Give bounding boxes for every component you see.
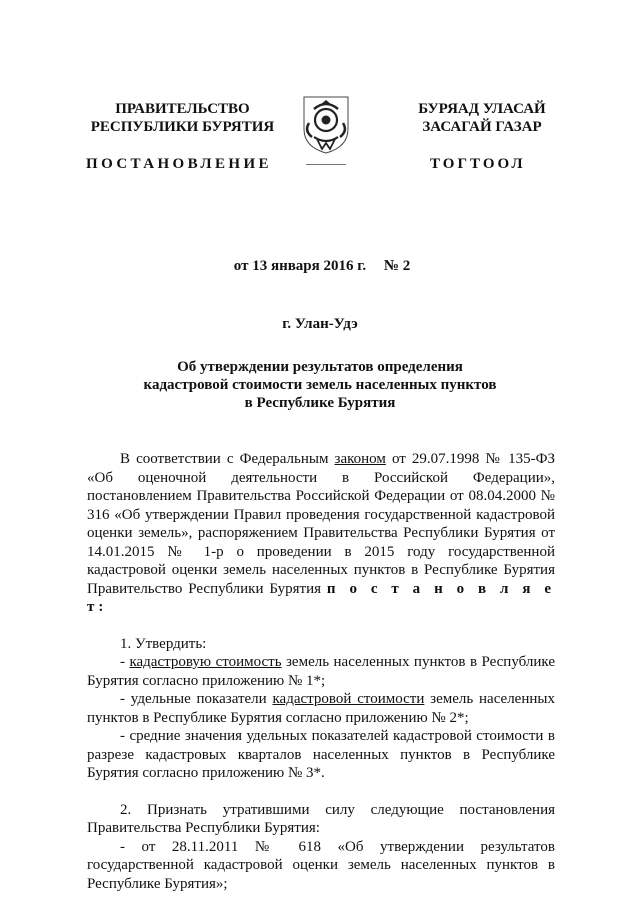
cadastral-value-link[interactable]: кадастровую стоимость [129,654,282,670]
item2-a: - от 28.11.2011 № 618 «Об утверждении результатов государственной кадастровой оценки земель населенных пунктов в Республике Бурятия»; [87,838,555,892]
document-subject [120,358,520,412]
item1-a-text: земель населенных пунктов в Республике Бурятия согласно приложению № 1*; [87,654,555,689]
buryatia-coat-of-arms-icon [300,93,352,155]
item1-b-text: земель населенных пунктов в Республике Бурятия согласно приложению № 2*; [87,691,555,726]
item1-b-prefix: - удельные показатели [120,691,273,707]
preamble-text-start: В соответствии с Федеральным [120,451,335,467]
law-link[interactable]: законом [334,451,386,467]
document-date: от 13 января 2016 г. [233,258,367,274]
item2-title: 2. Признать утратившими силу следующие постановления Правительства Республики Бурятия: [87,801,555,836]
document-number: № 2 [383,258,411,274]
document-date-line [0,258,640,275]
header-right-line1: БУРЯАД УЛАСАЙ [418,101,546,117]
item1-c: - средние значения удельных показателей кадастровой стоимости в разрезе кадастровых кварталов населенных пунктов в Республике Бурятия согласно приложению № 3*. [87,728,555,781]
decree-colon: : [98,599,108,615]
item1-title: 1. Утвердить: [120,635,207,652]
header-left-title [80,100,285,136]
header-right-line2: ЗАСАГАЙ ГАЗАР [422,119,542,135]
item1-a [87,653,555,690]
document-kind-bua: ТОГТООЛ [430,156,526,172]
header-left-line2: РЕСПУБЛИКИ БУРЯТИЯ [90,119,275,135]
document-city: г. Улан-Удэ [282,316,358,332]
header-left-line1: ПРАВИТЕЛЬСТВО [115,101,250,117]
preamble-text: от 29.07.1998 № 135-ФЗ «Об оценочной деятельности в Российской Федерации», постановлением Правительства Российской Федерации от 08.04.2000 № 316 «Об утверждении Правил проведения государственной кадастровой оценки земель», распоряжением Правительства Республики Бурятия от 14.01.2015 № 1-р о проведении в 2015 году государственной кадастровой оценки земель населенных пунктов в Республике Бурятия Правительство Республики Бурятия [87,451,556,597]
cadastral-value-link-2[interactable]: кадастровой стоимости [272,691,425,707]
emblem-rule [306,164,346,165]
gap [87,617,555,635]
gap [87,783,555,801]
header-right-title [392,100,572,136]
decree-word: п о с т а н о в л я е т [87,580,555,615]
preamble-paragraph [87,450,555,617]
item1-a-prefix: - [120,654,130,670]
document-kind-ru: ПОСТАНОВЛЕНИЕ [86,156,272,172]
document-body [87,450,555,893]
item1-b [87,690,555,727]
subject-line1: Об утверждении результатов определения [177,359,463,375]
subject-line3: в Республике Бурятия [244,395,396,411]
subject-line2: кадастровой стоимости земель населенных пунктов [143,377,497,393]
